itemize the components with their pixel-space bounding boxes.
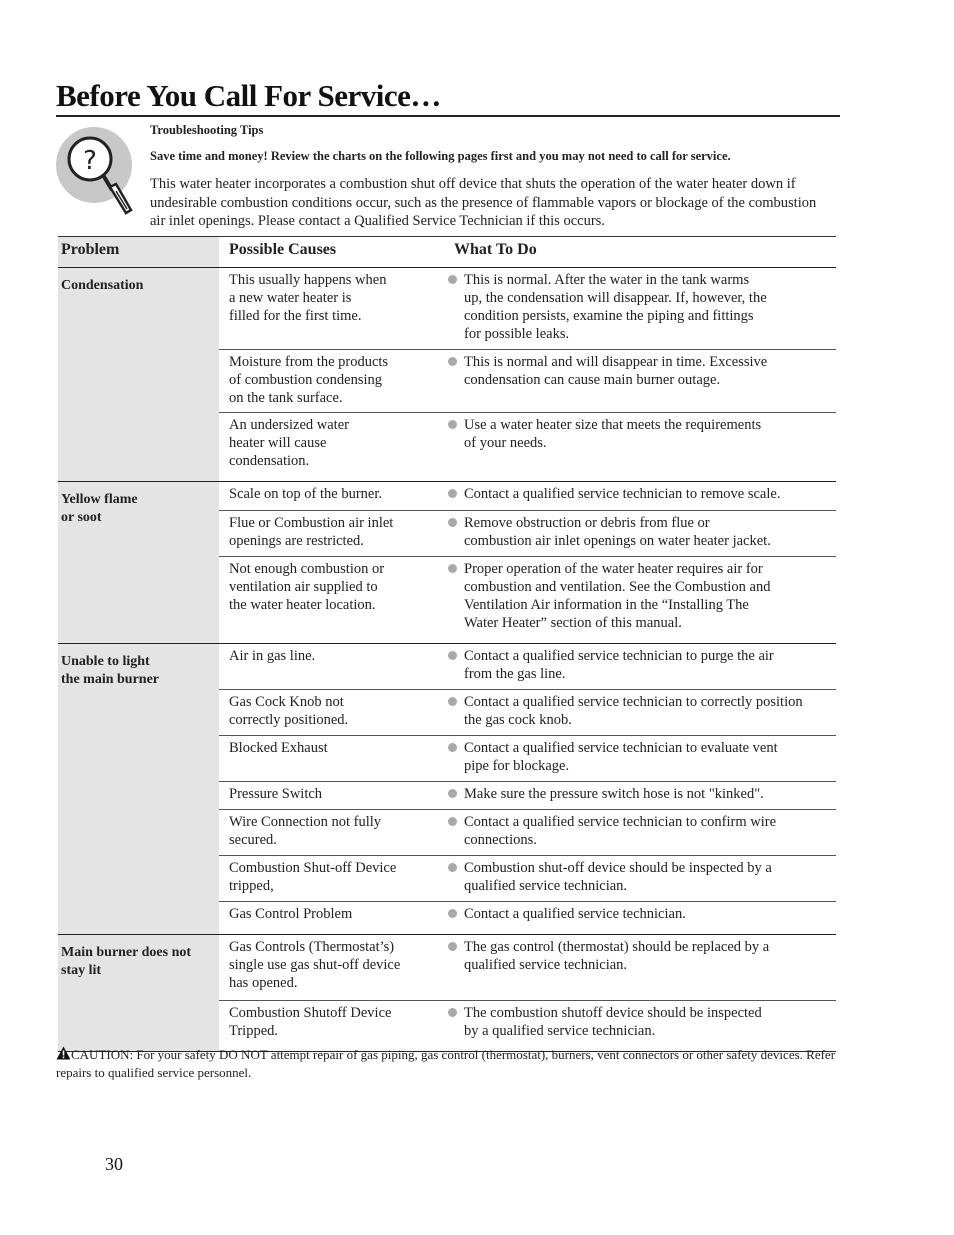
bullet-icon bbox=[448, 1008, 457, 1017]
remedy-text: The gas control (thermostat) should be replaced by a qualified service technician. bbox=[464, 939, 770, 973]
problem-cell bbox=[58, 482, 219, 643]
bullet-icon bbox=[448, 789, 457, 798]
cause-cell: An undersized water heater will cause condensation. bbox=[229, 417, 349, 469]
table-row bbox=[219, 735, 836, 781]
remedy-text: Contact a qualified service technician to correctly position the gas cock knob. bbox=[464, 694, 803, 728]
todo-header: What To Do bbox=[454, 241, 537, 258]
table-row bbox=[219, 482, 836, 510]
table-row bbox=[219, 689, 836, 735]
remedy-cell bbox=[443, 935, 836, 1000]
cause-cell: Moisture from the products of combustion condensing on the tank surface. bbox=[229, 354, 389, 406]
cause-cell: Air in gas line. bbox=[229, 648, 316, 664]
remedy-text: This is normal and will disappear in time. Excessive condensation can cause main burner outage. bbox=[464, 354, 768, 388]
remedy-text: Remove obstruction or debris from flue or combustion air inlet openings on water heater jacket. bbox=[464, 515, 771, 549]
caution-text: CAUTION: For your safety DO NOT attempt repair of gas piping, gas control (thermostat), burners, vent connectors or other safety devices. Refer repairs to qualified service personnel. bbox=[56, 1047, 836, 1080]
table-header bbox=[58, 236, 836, 268]
problem-label: Yellow flame or soot bbox=[61, 492, 138, 525]
bullet-icon bbox=[448, 564, 457, 573]
cause-cell: Flue or Combustion air inlet openings are restricted. bbox=[229, 515, 394, 549]
warning-triangle-icon bbox=[56, 1046, 71, 1060]
table-row bbox=[219, 510, 836, 556]
troubleshooting-table bbox=[58, 236, 836, 1052]
table-body bbox=[58, 268, 836, 1052]
cause-cell: Pressure Switch bbox=[229, 786, 323, 802]
bullet-icon bbox=[448, 942, 457, 951]
problem-cell bbox=[58, 268, 219, 481]
title-rule bbox=[56, 115, 840, 117]
remedy-cell bbox=[443, 350, 836, 412]
cause-cell: This usually happens when a new water heater is filled for the first time. bbox=[229, 272, 387, 324]
problem-group bbox=[58, 268, 836, 482]
remedy-text: Contact a qualified service technician to purge the air from the gas line. bbox=[464, 648, 774, 682]
remedy-cell bbox=[443, 902, 836, 934]
problem-cell bbox=[58, 935, 219, 1051]
remedy-text: Proper operation of the water heater requires air for combustion and ventilation. See the Combustion and Ventilation Air information in the “Installing The Water Heater” section of this manual. bbox=[464, 561, 771, 631]
cause-cell: Blocked Exhaust bbox=[229, 740, 328, 756]
remedy-cell bbox=[443, 557, 836, 643]
page-title: Before You Call For Service… bbox=[56, 78, 441, 113]
tips-label: Troubleshooting Tips bbox=[150, 123, 264, 137]
cause-cell: Combustion Shut-off Device tripped, bbox=[229, 860, 397, 894]
bullet-icon bbox=[448, 909, 457, 918]
remedy-cell bbox=[443, 1001, 836, 1051]
problem-cell bbox=[58, 644, 219, 934]
bullet-icon bbox=[448, 489, 457, 498]
remedy-cell bbox=[443, 482, 836, 510]
remedy-text: Contact a qualified service technician. bbox=[464, 906, 686, 922]
remedy-text: Combustion shut-off device should be inspected by a qualified service technician. bbox=[464, 860, 772, 894]
table-row bbox=[219, 901, 836, 934]
table-row bbox=[219, 935, 836, 1000]
remedy-text: Use a water heater size that meets the requirements of your needs. bbox=[464, 417, 762, 451]
remedy-cell bbox=[443, 268, 836, 349]
table-row bbox=[219, 268, 836, 349]
problem-label: Main burner does not stay lit bbox=[61, 945, 192, 978]
svg-text:?: ? bbox=[83, 146, 97, 176]
remedy-text: The combustion shutoff device should be inspected by a qualified service technician. bbox=[464, 1005, 762, 1039]
causes-header: Possible Causes bbox=[229, 241, 337, 258]
bullet-icon bbox=[448, 743, 457, 752]
question-magnifier-icon bbox=[54, 127, 138, 217]
table-row bbox=[219, 809, 836, 855]
caution-note bbox=[56, 1046, 840, 1082]
remedy-text: Make sure the pressure switch hose is not "kinked". bbox=[464, 786, 764, 802]
table-row bbox=[219, 644, 836, 689]
tips-body-text: This water heater incorporates a combustion shut off device that shuts the operation of the water heater down if undesirable combustion conditions occur, such as the presence of flammable vapors or blockage of the combustion air inlet openings. Please contact a Qualified Service Technician if this occurs. bbox=[150, 176, 817, 229]
bullet-icon bbox=[448, 275, 457, 284]
cause-cell: Gas Controls (Thermostat’s) single use gas shut-off device has opened. bbox=[229, 939, 401, 991]
bullet-icon bbox=[448, 518, 457, 527]
tips-bold-text: Save time and money! Review the charts on the following pages first and you may not need to call for service. bbox=[150, 149, 731, 163]
bullet-icon bbox=[448, 863, 457, 872]
remedy-cell bbox=[443, 511, 836, 556]
remedy-text: This is normal. After the water in the tank warms up, the condensation will disappear. If, however, the condition persists, examine the piping and fittings for possible leaks. bbox=[464, 272, 767, 342]
table-row bbox=[219, 556, 836, 643]
problem-header: Problem bbox=[61, 241, 120, 258]
remedy-text: Contact a qualified service technician to confirm wire connections. bbox=[464, 814, 777, 848]
bullet-icon bbox=[448, 817, 457, 826]
remedy-cell bbox=[443, 413, 836, 481]
remedy-cell bbox=[443, 736, 836, 781]
cause-cell: Combustion Shutoff Device Tripped. bbox=[229, 1005, 392, 1039]
remedy-cell bbox=[443, 810, 836, 855]
page-number: 30 bbox=[105, 1154, 123, 1174]
cause-cell: Scale on top of the burner. bbox=[229, 486, 383, 502]
table-row bbox=[219, 855, 836, 901]
problem-label: Unable to light the main burner bbox=[61, 654, 159, 687]
table-row bbox=[219, 781, 836, 809]
remedy-cell bbox=[443, 690, 836, 735]
remedy-text: Contact a qualified service technician to remove scale. bbox=[464, 486, 781, 502]
table-row bbox=[219, 1000, 836, 1051]
table-row bbox=[219, 349, 836, 412]
cause-cell: Not enough combustion or ventilation air supplied to the water heater location. bbox=[229, 561, 385, 613]
remedy-cell bbox=[443, 856, 836, 901]
bullet-icon bbox=[448, 651, 457, 660]
bullet-icon bbox=[448, 697, 457, 706]
problem-label: Condensation bbox=[61, 278, 144, 293]
cause-cell: Gas Cock Knob not correctly positioned. bbox=[229, 694, 349, 728]
problem-group bbox=[58, 644, 836, 935]
table-row bbox=[219, 412, 836, 481]
bullet-icon bbox=[448, 420, 457, 429]
cause-cell: Gas Control Problem bbox=[229, 906, 353, 922]
problem-group bbox=[58, 935, 836, 1052]
cause-cell: Wire Connection not fully secured. bbox=[229, 814, 382, 848]
bullet-icon bbox=[448, 357, 457, 366]
remedy-cell bbox=[443, 644, 836, 689]
remedy-text: Contact a qualified service technician to evaluate vent pipe for blockage. bbox=[464, 740, 778, 774]
problem-group bbox=[58, 482, 836, 644]
remedy-cell bbox=[443, 782, 836, 809]
